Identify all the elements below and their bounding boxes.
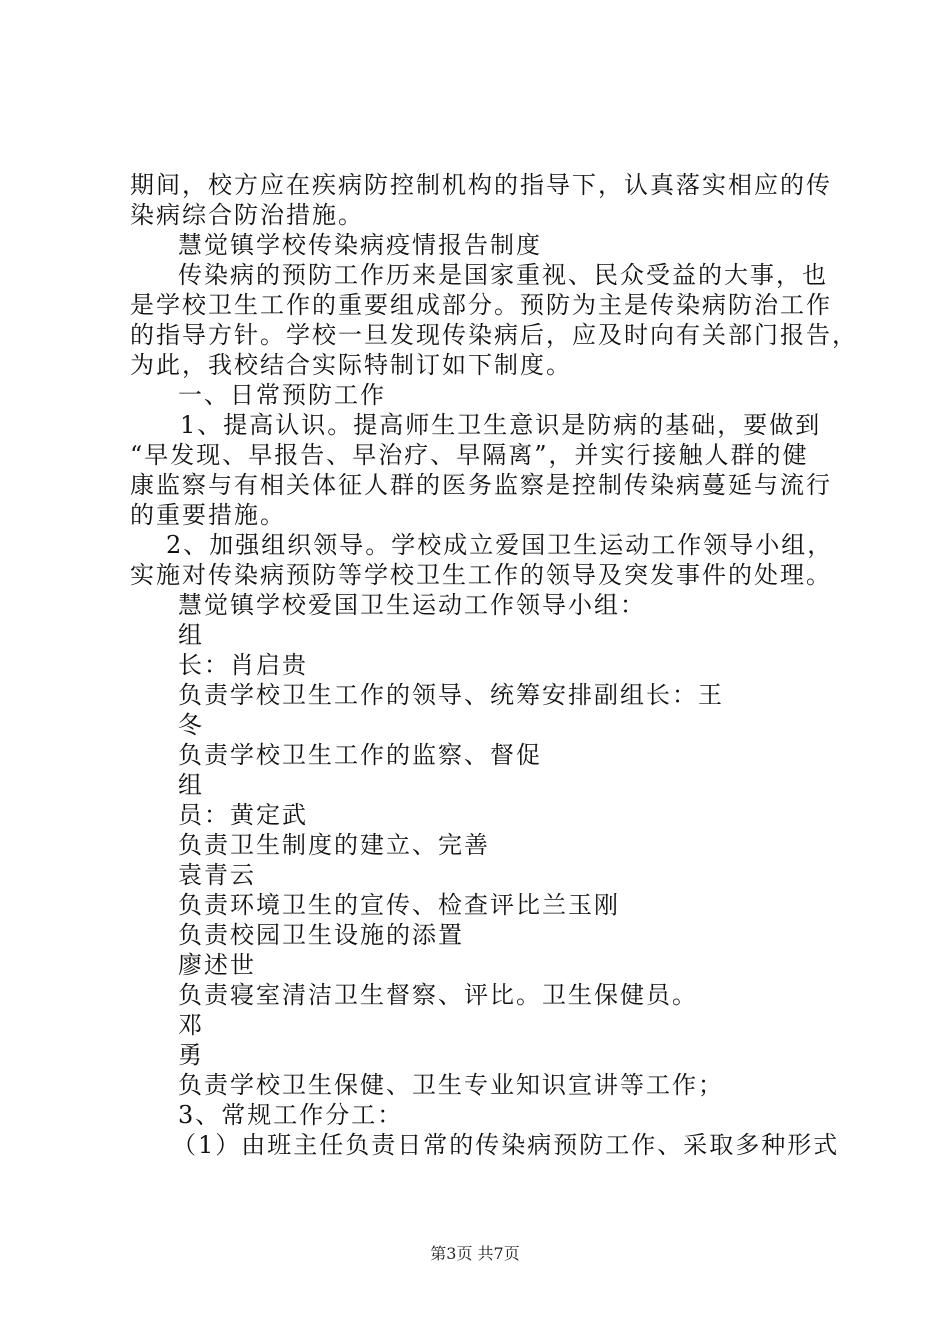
text-line: 勇 — [178, 1041, 204, 1069]
text-line: 1、提高认识。提高师生卫生意识是防病的基础，要做到 — [180, 411, 822, 439]
text-line: 慧觉镇学校爱国卫生运动工作领导小组： — [178, 591, 646, 619]
text-line: 3、常规工作分工： — [178, 1101, 404, 1129]
text-line: 负责学校卫生工作的领导、统筹安排副组长：王 — [178, 681, 724, 709]
text-line: 负责寝室清洁卫生督察、评比。卫生保健员。 — [178, 981, 698, 1009]
text-line: 负责学校卫生保健、卫生专业知识宣讲等工作； — [178, 1071, 724, 1099]
text-line: 邓 — [178, 1011, 204, 1039]
text-line: 袁青云 — [178, 861, 256, 889]
text-line: “早发现、早报告、早治疗、早隔离”，并实行接触人群的健 — [130, 441, 809, 469]
text-line: 实施对传染病预防等学校卫生工作的领导及突发事件的处理。 — [130, 561, 832, 589]
text-line: 康监察与有相关体征人群的医务监察是控制传染病蔓延与流行 — [130, 471, 832, 499]
text-line: 的重要措施。 — [130, 501, 286, 529]
text-line: 组 — [178, 771, 204, 799]
text-line: 组 — [178, 621, 204, 649]
section-heading: 一、日常预防工作 — [178, 381, 386, 409]
text-line: 廖述世 — [178, 951, 256, 979]
document-body — [130, 170, 858, 1160]
text-line: 期间，校方应在疾病防控制机构的指导下，认真落实相应的传 — [130, 171, 832, 199]
text-line: 冬 — [178, 711, 204, 739]
text-line: 负责校园卫生设施的添置 — [178, 921, 464, 949]
text-line: 2、加强组织领导。学校成立爱国卫生运动工作领导小组， — [166, 531, 834, 559]
text-line: 染病综合防治措施。 — [130, 201, 364, 229]
text-line: 员：黄定武 — [178, 801, 308, 829]
page-footer: 第3页 共7页 — [430, 1244, 520, 1263]
text-line: 负责卫生制度的建立、完善 — [178, 831, 490, 859]
section-title: 慧觉镇学校传染病疫情报告制度 — [178, 231, 542, 259]
text-line: 负责环境卫生的宣传、检查评比兰玉刚 — [178, 891, 620, 919]
text-line: 为此，我校结合实际特制订如下制度。 — [130, 351, 572, 379]
text-line: 的指导方针。学校一旦发现传染病后，应及时向有关部门报告， — [130, 321, 858, 349]
text-line: 负责学校卫生工作的监察、督促 — [178, 741, 542, 769]
text-line: 传染病的预防工作历来是国家重视、民众受益的大事，也 — [178, 261, 828, 289]
text-line: 长：肖启贵 — [178, 651, 308, 679]
text-line: （1）由班主任负责日常的传染病预防工作、采取多种形式 — [172, 1131, 840, 1159]
text-line: 是学校卫生工作的重要组成部分。预防为主是传染病防治工作 — [130, 291, 832, 319]
